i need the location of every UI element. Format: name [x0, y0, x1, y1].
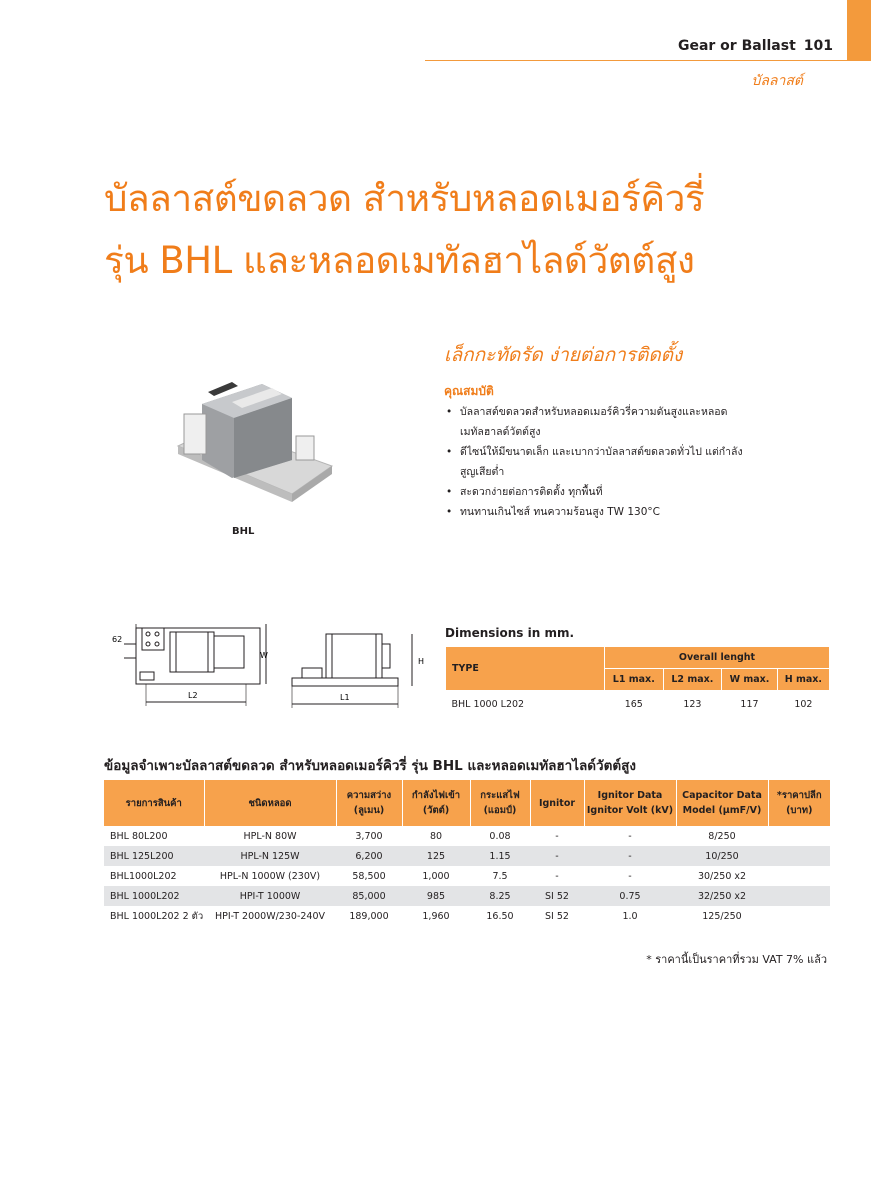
table-cell: - [555, 830, 559, 842]
table-cell: 165 [624, 698, 643, 710]
table-cell [768, 906, 830, 926]
table-row [104, 826, 830, 846]
height-label: H [418, 657, 425, 666]
feature-item: • บัลลาสต์ขดลวดสำหรับหลอดเมอร์คิวรี่ความดันสูงและหลอดเมทัลฮาลด์วัตต์สูง [444, 402, 744, 442]
features-list [444, 402, 744, 522]
table-cell: HPL-N 1000W (230V) [219, 870, 321, 882]
table-cell: - [628, 830, 632, 842]
top-view-drawing [110, 618, 280, 718]
column-header: *ราคาปลีก (บาท) [768, 780, 830, 826]
table-cell: 7.5 [492, 870, 508, 882]
type-header: TYPE [446, 647, 605, 691]
feature-item: • ทนทานเกินไซส์ ทนความร้อนสูง TW 130°C [444, 502, 744, 522]
features-heading: เล็กกะทัดรัด ง่ายต่อการติดตั้ง [444, 344, 683, 366]
table-cell: BHL 1000L202 [104, 886, 204, 906]
overall-length-header: Overall lenght [605, 647, 830, 669]
table-cell: - [584, 846, 676, 866]
title-line-1: บัลลาสต์ขดลวด สำหรับหลอดเมอร์คิวรี่ [104, 177, 705, 220]
table-cell [768, 886, 830, 906]
table-row [104, 906, 830, 926]
title-line-2: รุ่น BHL และหลอดเมทัลฮาไลด์วัตต์สูง [104, 239, 695, 282]
table-cell: 985 [402, 886, 470, 906]
table-cell: 1.15 [470, 846, 530, 866]
table-cell: 117 [740, 698, 759, 710]
column-header: W max. [722, 669, 778, 691]
header-rule [425, 60, 871, 61]
section-title: Gear or Ballast [677, 38, 796, 54]
table-cell: BHL 80L200 [110, 830, 168, 842]
table-cell [768, 846, 830, 866]
table-cell: HPL-N 125W [204, 846, 336, 866]
table-cell: 80 [429, 830, 443, 842]
section-subtitle: บัลลาสต์ [751, 73, 803, 89]
table-row [104, 846, 830, 866]
page-number: 101 [803, 38, 833, 54]
table-cell: SI 52 [530, 886, 584, 906]
table-cell: 16.50 [486, 910, 514, 922]
table-cell: 85,000 [336, 886, 402, 906]
corner-tab [847, 0, 871, 60]
table-cell: 125 [402, 846, 470, 866]
table-cell: 1.0 [622, 910, 638, 922]
table-row [104, 886, 830, 906]
table-cell: 102 [794, 698, 813, 710]
table-cell: 8.25 [470, 886, 530, 906]
dimensions-heading: Dimensions in mm. [445, 626, 575, 640]
table-cell: 0.75 [584, 886, 676, 906]
table-cell: HPI-T 1000W [204, 886, 336, 906]
width-label: W [260, 651, 268, 660]
table-cell: 8/250 [708, 830, 736, 842]
product-photo [172, 374, 338, 504]
table-cell: 32/250 x2 [676, 886, 768, 906]
page-title [104, 168, 824, 292]
table-cell: 30/250 x2 [697, 870, 747, 882]
column-header: Ignitor [530, 780, 584, 826]
table-cell: BHL 125L200 [104, 846, 204, 866]
table-cell: - [555, 870, 559, 882]
dimensions-table [445, 646, 830, 717]
table-cell: 10/250 [676, 846, 768, 866]
table-cell: 1,960 [422, 910, 450, 922]
table-cell: BHL 1000L202 2 ตัว [110, 910, 204, 922]
column-header: H max. [777, 669, 829, 691]
table-cell: 0.08 [489, 830, 511, 842]
features-subheading: คุณสมบัติ [444, 384, 494, 398]
price-footnote: * ราคานี้เป็นราคาที่รวม VAT 7% แล้ว [646, 953, 827, 966]
table-cell: SI 52 [545, 910, 569, 922]
table-cell [768, 866, 830, 886]
column-header: L1 max. [605, 669, 664, 691]
table-cell [768, 826, 830, 846]
column-header: L2 max. [663, 669, 722, 691]
table-cell: - [530, 846, 584, 866]
table-cell: HPL-N 80W [243, 830, 297, 842]
product-caption: BHL [232, 526, 255, 537]
column-header: ชนิดหลอด [204, 780, 336, 826]
table-cell: 125/250 [702, 910, 742, 922]
table-cell: 123 [683, 698, 702, 710]
table-cell: 6,200 [336, 846, 402, 866]
column-header: รายการสินค้า [104, 780, 204, 826]
column-header: กระแสไฟ (แอมป์) [470, 780, 530, 826]
feature-item: • สะดวกง่ายต่อการติดตั้ง ทุกพื้นที่ [444, 482, 744, 502]
specs-table [104, 780, 830, 926]
table-cell: 3,700 [355, 830, 383, 842]
table-row [446, 691, 830, 718]
offset-label: 62 [112, 635, 123, 644]
table-row [104, 866, 830, 886]
column-header: ความสว่าง (ลูเมน) [336, 780, 402, 826]
column-header: กำลังไฟเข้า (วัตต์) [402, 780, 470, 826]
column-header: Ignitor Data Ignitor Volt (kV) [584, 780, 676, 826]
table-cell: HPI-T 2000W/230-240V [214, 910, 325, 922]
table-cell: BHL 1000 L202 [451, 698, 525, 710]
running-header [678, 38, 833, 54]
table-cell: 1,000 [422, 870, 450, 882]
table-cell: 58,500 [352, 870, 386, 882]
l2-label: L2 [188, 691, 198, 700]
table-cell: 189,000 [349, 910, 389, 922]
table-cell: BHL1000L202 [110, 870, 177, 882]
specs-heading: ข้อมูลจำเพาะบัลลาสต์ขดลวด สำหรับหลอดเมอร์คิวรี่ รุ่น BHL และหลอดเมทัลฮาไลด์วัตต์สูง [104, 758, 637, 774]
feature-item: • ดีไซน์ให้มีขนาดเล็ก และเบากว่าบัลลาสต์ขดลวดทั่วไป แต่กำลังสูญเสียต่ำ [444, 442, 744, 482]
l1-label: L1 [340, 693, 350, 702]
side-view-drawing [286, 628, 436, 718]
table-cell: - [628, 870, 632, 882]
column-header: Capacitor Data Model (μmF/V) [676, 780, 768, 826]
